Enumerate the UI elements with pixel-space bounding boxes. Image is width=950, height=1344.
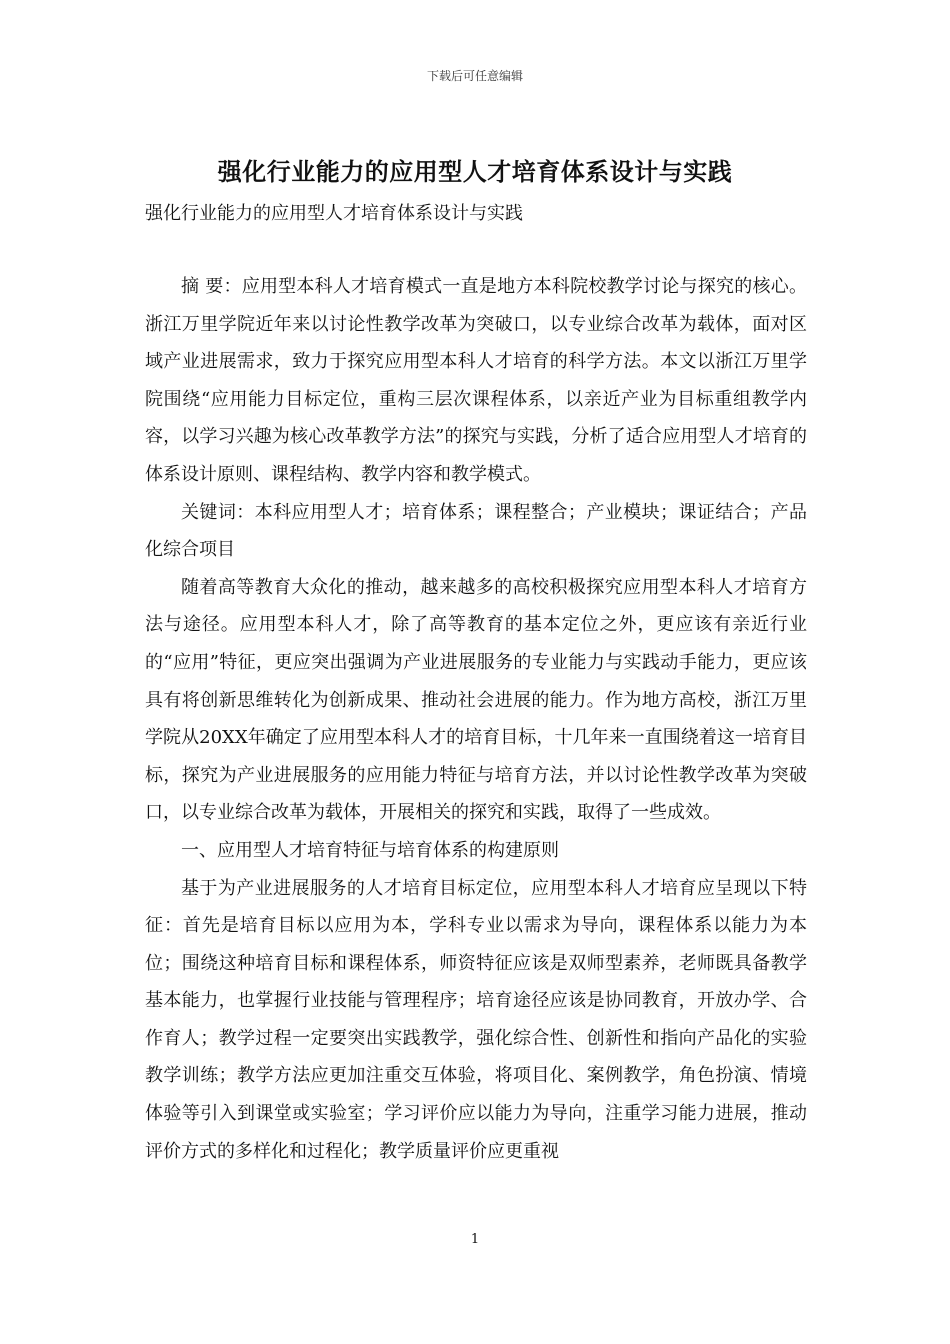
page-number: 1 bbox=[470, 1232, 480, 1247]
abstract-paragraph: 摘 要：应用型本科人才培育模式一直是地方本科院校教学讨论与探究的核心。浙江万里学院近年来以讨论性教学改革为突破口，以专业综合改革为载体，面对区域产业进展需求，致力于探究应用型本科人才培育的科学方法。本文以浙江万里学院围绕“应用能力目标定位，重构三层次课程体系，以亲近产业为目标重组教学内容，以学习兴趣为核心改革教学方法”的探究与实践，分析了适合应用型人才培育的体系设计原则、课程结构、教学内容和教学模式。 bbox=[145, 276, 807, 485]
intro-paragraph: 随着高等教育大众化的推动，越来越多的高校积极探究应用型本科人才培育方法与途径。应用型本科人才，除了高等教育的基本定位之外，更应该有亲近行业的“应用”特征，更应突出强调为产业进展服务的专业能力与实践动手能力，更应该具有将创新思维转化为创新成果、推动社会进展的能力。作为地方高校，浙江万里学院从20XX年确定了应用型本科人才的培育目标，十几年来一直围绕着这一培育目标，探究为产业进展服务的应用能力特征与培育方法，并以讨论性教学改革为突破口，以专业综合改革为载体，开展相关的探究和实践，取得了一些成效。 bbox=[145, 576, 807, 824]
page-header-note: 下载后可任意编辑 bbox=[426, 69, 523, 83]
keywords-paragraph: 关键词：本科应用型人才；培育体系；课程整合；产业模块；课证结合；产品化综合项目 bbox=[145, 501, 807, 561]
document-subtitle: 强化行业能力的应用型人才培育体系设计与实践 bbox=[145, 203, 523, 224]
document-title: 强化行业能力的应用型人才培育体系设计与实践 bbox=[217, 158, 733, 186]
section-heading: 一、应用型人才培育特征与培育体系的构建原则 bbox=[181, 839, 559, 861]
section-paragraph: 基于为产业进展服务的人才培育目标定位，应用型本科人才培育应呈现以下特征：首先是培育目标以应用为本，学科专业以需求为导向，课程体系以能力为本位；围绕这种培育目标和课程体系，师资特征应该是双师型素养，老师既具备教学基本能力，也掌握行业技能与管理程序；培育途径应该是协同教育，开放办学、合作育人；教学过程一定要突出实践教学，强化综合性、创新性和指向产品化的实验教学训练；教学方法应更加注重交互体验，将项目化、案例教学，角色扮演、情境体验等引入到课堂或实验室；学习评价应以能力为导向，注重学习能力进展，推动评价方式的多样化和过程化；教学质量评价应更重视 bbox=[145, 877, 807, 1162]
document-body bbox=[145, 268, 807, 1170]
